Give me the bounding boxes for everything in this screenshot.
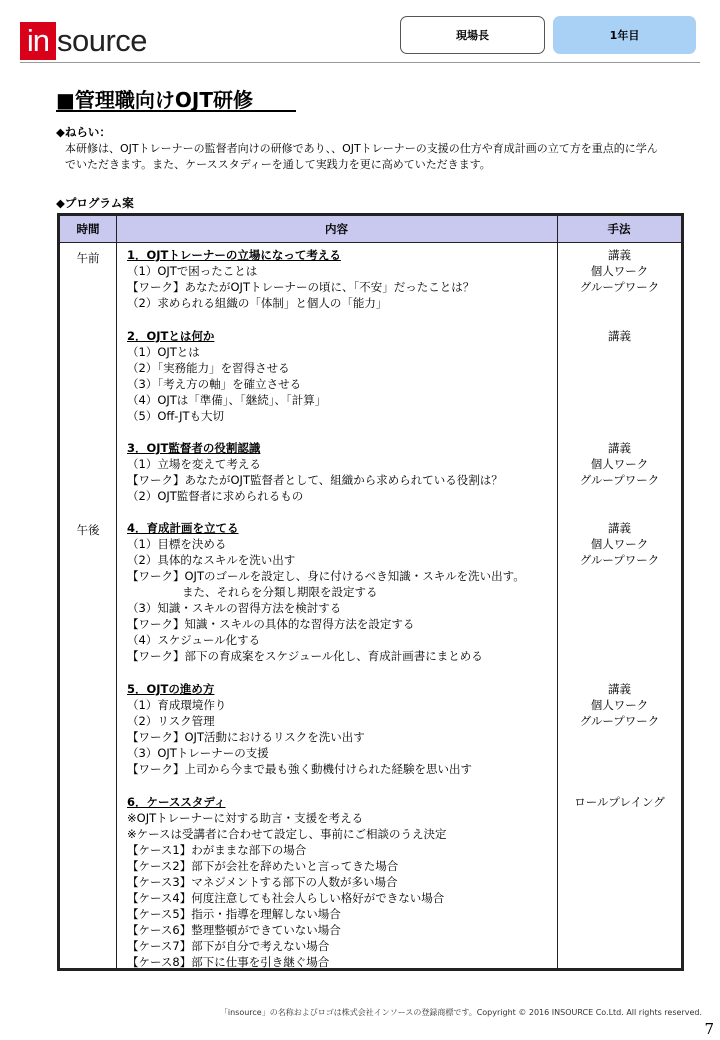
content-line: （3）知識・スキルの習得方法を検討する: [127, 601, 342, 615]
col-header-content: 内容: [116, 216, 557, 243]
content-line: 【ケース2】部下が会社を辞めたいと言ってきた場合: [127, 859, 399, 873]
content-line: （2）求められる組織の「体制」と個人の「能力」: [127, 296, 388, 310]
content-line: 【ワーク】あなたがOJTトレーナーの頃に、「不安」だったことは？: [127, 280, 475, 294]
content-line: （5）Off-JTも大切: [127, 409, 224, 423]
section-heading: 1．OJTトレーナーの立場になって考える: [127, 248, 341, 262]
method-cell: 講義 個人ワーク グループワーク: [579, 248, 660, 294]
time-morning: 午前: [76, 251, 100, 265]
content-line: （3）OJTトレーナーの支援: [127, 746, 269, 760]
insource-logo: [20, 22, 148, 60]
method-cell: 講義: [608, 329, 631, 343]
copyright-footer: 「insource」の名称およびロゴは株式会社インソースの登録商標です。Copyright © 2016 INSOURCE Co.Ltd. All rights reserved.: [219, 1008, 702, 1017]
content-line: 【ワーク】OJT活動におけるリスクを洗い出す: [127, 730, 365, 744]
content-line: （1）目標を決める: [127, 537, 227, 551]
content-line: （3）「考え方の軸」を確立させる: [127, 377, 302, 391]
page-number: 7: [704, 1020, 714, 1038]
content-line: 【ケース4】何度注意しても社会人らしい格好ができない場合: [127, 891, 445, 905]
content-line: 【ケース8】部下に仕事を引き継ぐ場合: [127, 955, 330, 969]
content-line: 【ワーク】知識・スキルの具体的な習得方法を設定する: [127, 617, 415, 631]
content-line: 【ケース5】指示・指導を理解しない場合: [127, 907, 341, 921]
content-line: （4）OJTは「準備」、「継続」、「計算」: [127, 393, 327, 407]
method-cell: 講義 個人ワーク グループワーク: [579, 441, 660, 487]
content-line: （2）OJT監督者に求められるもの: [127, 489, 304, 503]
column-divider: [116, 216, 117, 968]
role-badge: 現場長: [400, 16, 545, 54]
header-divider: [20, 62, 700, 63]
content-line: 【ワーク】あなたがOJT監督者として、組織から求められている役割は？: [127, 473, 503, 487]
content-line: 【ケース1】わがままな部下の場合: [127, 843, 307, 857]
time-afternoon: 午後: [76, 523, 100, 537]
col-header-time: 時間: [60, 216, 116, 243]
aim-text: 本研修は、OJTトレーナーの監督者向けの研修であり、、OJTトレーナーの支援の仕方や育成計画の立て方を重点的に学んでいただきます。また、ケーススタディーを通して実践力を更に高めていただきます。: [65, 142, 658, 171]
section-heading: 3．OJT監督者の役割認識: [127, 441, 261, 455]
method-cell: ロールプレイング: [574, 795, 665, 809]
content-line: （1）立場を変えて考える: [127, 457, 261, 471]
content-line: ※OJTトレーナーに対する助言・支援を考える: [127, 811, 364, 825]
program-heading: ◆プログラム案: [56, 196, 134, 210]
content-line: （2）具体的なスキルを洗い出す: [127, 553, 296, 567]
section-heading: 2．OJTとは何か: [127, 329, 215, 343]
content-line: （4）スケジュール化する: [127, 633, 261, 647]
aim-heading: ◆ねらい：: [56, 125, 111, 139]
section-heading: 4．育成計画を立てる: [127, 521, 239, 535]
content-line: （2）リスク管理: [127, 714, 215, 728]
title-underline: [56, 110, 296, 112]
content-line: 【ワーク】部下の育成案をスケジュール化し、育成計画書にまとめる: [127, 649, 483, 663]
content-line: （1）OJTで困ったことは: [127, 264, 258, 278]
section-heading: 6．ケーススタディ: [127, 795, 226, 809]
content-line: （1）OJTとは: [127, 345, 200, 359]
logo-source-text: source: [57, 23, 148, 58]
content-line: ※ケースは受講者に合わせて設定し、事前にご相談のうえ決定: [127, 827, 447, 841]
year-badge: 1年目: [553, 16, 696, 54]
content-line: また、それらを分類し期限を設定する: [182, 585, 378, 599]
content-line: 【ケース7】部下が自分で考えない場合: [127, 939, 330, 953]
content-line: 【ケース3】マネジメントする部下の人数が多い場合: [127, 875, 398, 889]
page-title: ■管理職向けOJT研修: [56, 88, 253, 112]
logo-in-mark: in: [20, 22, 56, 60]
content-line: 【ワーク】OJTのゴールを設定し、身に付けるべき知識・スキルを洗い出す。: [127, 569, 525, 583]
content-line: 【ケース6】整理整頓ができていない場合: [127, 923, 341, 937]
content-line: 【ワーク】上司から今まで最も強く動機付けられた経験を思い出す: [127, 762, 472, 776]
content-line: （1）育成環境作り: [127, 698, 227, 712]
method-cell: 講義 個人ワーク グループワーク: [579, 682, 660, 728]
section-heading: 5．OJTの進め方: [127, 682, 215, 696]
method-cell: 講義 個人ワーク グループワーク: [579, 521, 660, 567]
content-line: （2）「実務能力」を習得させる: [127, 361, 290, 375]
program-table: [57, 213, 684, 971]
col-header-method: 手法: [557, 216, 681, 243]
